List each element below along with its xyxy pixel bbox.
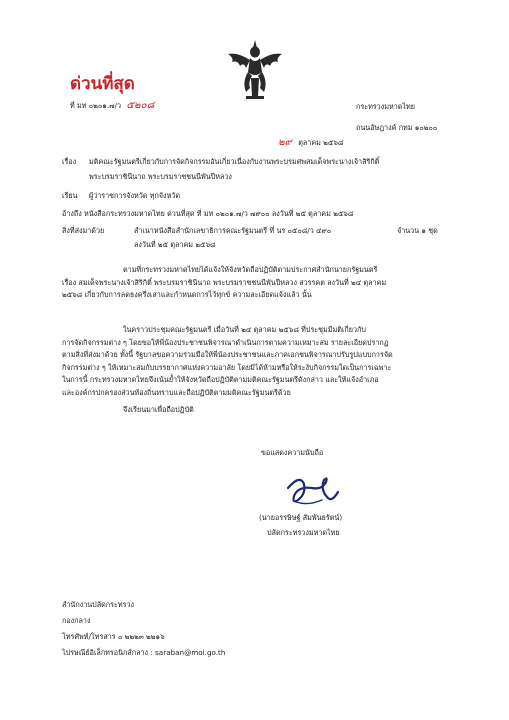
handwritten-signature [282, 470, 342, 510]
office-address: ถนนอัษฎางค์ กทม ๑๐๒๐๐ [356, 123, 438, 132]
attachment-label: สิ่งที่ส่งมาด้วย [62, 226, 105, 235]
footer-division: กองกลาง [62, 616, 91, 625]
document-date [278, 138, 343, 148]
paragraph-line: ตามที่กระทรวงมหาดไทยได้แจ้งให้จังหวัดถือปฏิบัติตามประกาศสำนักนายกรัฐมนตรี [123, 265, 378, 274]
signatory-name: (นายอรรษิษฐ์ สัมพันธรัตน์) [259, 513, 343, 522]
paragraph-line: การจัดกิจกรรมต่าง ๆ โดยขอให้พี่น้องประชาชนพิจารณาดำเนินการตามความเหมาะสม รายละเอียดปรากฏ [62, 337, 389, 347]
date-month-year: ตุลาคม ๒๕๖๘ [298, 138, 344, 147]
subject-label: เรื่อง [62, 157, 77, 166]
paragraph-line: และองค์กรปกครองส่วนท้องถิ่นทราบและถือปฏิบัติตามมติคณะรัฐมนตรีด้วย [62, 387, 291, 397]
subject-line-2: พระบรมราชินีนาถ พระบรมราชชนนีพันปีหลวง [89, 172, 232, 181]
regards: ขอแสดงความนับถือ [261, 448, 324, 457]
footer-department: สำนักงานปลัดกระทรวง [62, 600, 134, 609]
recipient-text: ผู้ว่าราชการจังหวัด ทุกจังหวัด [89, 191, 181, 200]
recipient-label: เรียน [62, 191, 78, 200]
ref-number-handwritten: ๕๒๐๘ [126, 100, 155, 111]
footer-phone: โทรศัพท์/โทรสาร ๐ ๒๒๒๓ ๒๒๑๖ [62, 632, 165, 641]
paragraph-line: ในการนี้ กระทรวงมหาดไทยจึงเน้นย้ำให้จังหวัดถือปฏิบัติตามมติคณะรัฐมนตรีดังกล่าว และให้แจ้งอำเภอ [62, 375, 379, 385]
body-paragraph-1 [62, 264, 444, 302]
urgency-stamp: ด่วนที่สุด [70, 74, 135, 94]
garuda-emblem [224, 38, 286, 102]
paragraph-line: ในคราวประชุมคณะรัฐมนตรี เมื่อวันที่ ๒๔ ตุลาคม ๒๕๖๘ ที่ประชุมมีมติเกี่ยวกับ [123, 325, 366, 334]
ref-number [70, 101, 154, 111]
body-paragraph-2 [62, 324, 444, 400]
reference-line: อ้างถึง หนังสือกระทรวงมหาดไทย ด่วนที่สุด ที่ มท ๐๒๐๑.๗/ว ๗๙๐๐ ลงวันที่ ๒๕ ตุลาคม ๒๕๖๘ [62, 209, 354, 218]
paragraph-line: ตามสิ่งที่ส่งมาด้วย ทั้งนี้ รัฐบาลขอความร่วมมือให้พี่น้องประชาชนและภาคเอกชนพิจารณาปรับรูปแบบการจัด [62, 350, 393, 360]
paragraph-line: กิจกรรมต่าง ๆ ให้เหมาะสมกับบรรยากาศแห่งความอาลัย โดยมิได้ห้ามหรือให้ระงับกิจกรรมใดเป็นการเฉพาะ [62, 362, 392, 372]
office-name: กระทรวงมหาดไทย [356, 102, 415, 111]
attachment-line-2: ลงวันที่ ๒๕ ตุลาคม ๒๕๖๘ [134, 240, 216, 249]
attachment-count: จำนวน ๑ ชุด [397, 226, 438, 235]
signatory-title: ปลัดกระทรวงมหาดไทย [267, 528, 340, 537]
closing-line: จึงเรียนมาเพื่อถือปฏิบัติ [123, 405, 194, 414]
attachment-line-1: สำเนาหนังสือสำนักเลขาธิการคณะรัฐมนตรี ที่ นร ๐๕๐๘/ว ๔๙๐ [134, 226, 332, 235]
ref-number-printed: ที่ มท ๐๒๐๑.๗/ว [70, 101, 122, 110]
subject-line-1: มติคณะรัฐมนตรีเกี่ยวกับการจัดกิจกรรมอันเกี่ยวเนื่องกับงานพระบรมศพสมเด็จพระนางเจ้าสิริกิติ์ [89, 157, 380, 166]
paragraph-line: เรื่อง สมเด็จพระนางเจ้าสิริกิติ์ พระบรมราชินีนาถ พระบรมราชชนนีพันปีหลวง สวรรคต ลงวันที่ ๒๔ ตุลาคม [62, 277, 387, 287]
date-day-handwritten: ๒๙ [278, 137, 292, 148]
footer-email: ไปรษณีย์อิเล็กทรอนิกส์กลาง : saraban@moi.go.th [62, 648, 226, 657]
paragraph-line: ๒๕๖๘ เกี่ยวกับการลดธงครึ่งเสาและกำหนดการไว้ทุกข์ ความละเอียดแจ้งแล้ว นั้น [62, 290, 312, 300]
